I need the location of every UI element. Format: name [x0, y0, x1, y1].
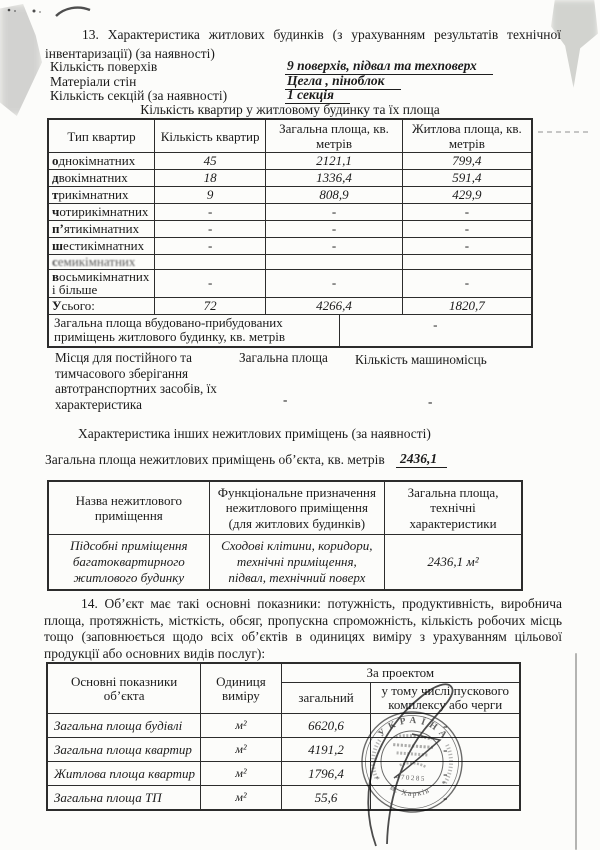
field-sections-label: Кількість секцій (за наявності): [50, 88, 228, 104]
row-label: однокімнатних: [52, 153, 136, 169]
cell-unit: м²: [201, 786, 281, 811]
cell-living: -: [402, 221, 532, 238]
row-label: Усього:: [52, 297, 95, 313]
nonresidential-total-value: 2436,1: [396, 451, 447, 468]
cell-total: 55,6: [281, 786, 371, 811]
cell-count: 45: [154, 153, 265, 170]
parking-spaces-header: Кількість машиномісць: [355, 352, 487, 367]
cell-total: 4266,4: [266, 297, 402, 314]
col-header-total: загальний: [281, 683, 371, 714]
apartments-table-wrap: [47, 118, 533, 348]
nonresidential-heading: Характеристика інших нежитлових приміщень (за наявності): [78, 426, 431, 441]
field-sections-value: 1 секція: [285, 87, 350, 104]
cell-living: 591,4: [402, 170, 532, 187]
table-row: [48, 221, 532, 238]
cell-living: [402, 255, 532, 270]
col-header-living-area: Житлова площа, кв. метрів: [402, 119, 532, 153]
cell-indicator: Загальна площа квартир: [47, 738, 201, 762]
parking-label: Місця для постійного та тимчасового зберігання автотранспортних засобів, їх характеристика: [55, 350, 217, 412]
nonresidential-table-wrap: [47, 480, 523, 591]
col-header-count: Кількість квартир: [154, 119, 265, 153]
col-header-total-area: Загальна площа, кв. метрів: [266, 119, 402, 153]
field-floors-value: 9 поверхів, підвал та техповерх: [285, 58, 493, 75]
col-header-launch-complex: у тому числі пускового комплексу або черги: [371, 683, 520, 714]
table-row: [48, 535, 522, 591]
cell-total: 808,9: [266, 187, 402, 204]
cell-count: -: [154, 238, 265, 255]
cell-total: 1796,4: [281, 762, 371, 786]
table-row: [48, 187, 532, 204]
cell-total: -: [266, 221, 402, 238]
parking-area-header: Загальна площа: [239, 350, 328, 365]
col-header-indicator: Основні показники об’єкта: [47, 663, 201, 714]
cell-launch: -: [371, 738, 520, 762]
cell-launch: -: [371, 714, 520, 738]
section14-paragraph: 14. Об’єкт має такі основні показники: потужність, продуктивність, виробнича площа, протяжність, місткість, обсяг, пропускна спроможність, кількість робочих місць тощо (заповнюється щодо всіх об’єктів в одиницях виміру з урахуванням цільової продукції або основних видів послуг):: [44, 596, 562, 661]
cell-total: 1336,4: [266, 170, 402, 187]
col-header-purpose: Функціональне призначення нежитлового приміщення (для житлових будинків): [209, 481, 384, 535]
table-row: [48, 238, 532, 255]
cell-total: [266, 255, 402, 270]
table-row-total: [48, 297, 532, 314]
cell-total: -: [266, 238, 402, 255]
svg-text:УКРАЇНА: [376, 711, 452, 744]
table-row: [48, 269, 532, 297]
apartments-table-footer: [47, 314, 533, 348]
cell-indicator: Житлова площа квартир: [47, 762, 201, 786]
col-header-type: Тип квартир: [48, 119, 154, 153]
table-row: [48, 153, 532, 170]
row-label: восьмикімнатних і більше: [52, 269, 150, 297]
field-walls-value: Цегла , піноблок: [285, 73, 401, 90]
cell-living: 799,4: [402, 153, 532, 170]
cell-total: 6620,6: [281, 714, 371, 738]
row-label: п’ятикімнатних: [52, 221, 140, 237]
seal-number-text: 470285: [395, 772, 427, 783]
row-label: чотирикімнатних: [52, 204, 149, 220]
cell-living: -: [402, 204, 532, 221]
apartments-table: [47, 118, 533, 315]
seal-city-text: м. Харків: [388, 782, 432, 799]
cell-indicator: Загальна площа ТП: [47, 786, 201, 811]
cell-unit: м²: [201, 714, 281, 738]
cell-count: -: [154, 204, 265, 221]
col-header-name: Назва нежитлового приміщення: [48, 481, 209, 535]
cell-unit: м²: [201, 762, 281, 786]
cell-total: 4191,2: [281, 738, 371, 762]
cell-count: -: [154, 269, 265, 297]
parking-spaces-value: -: [428, 394, 433, 409]
round-seal-stamp: [330, 678, 498, 850]
cell-count: [154, 255, 265, 270]
cell-indicator: Загальна площа будівлі: [47, 714, 201, 738]
nonresidential-total-label: Загальна площа нежитлових приміщень об’єкта, кв. метрів: [45, 452, 385, 467]
table-row-faded: [48, 255, 532, 270]
col-header-area: Загальна площа, технічні характеристики: [385, 481, 522, 535]
field-floors-label: Кількість поверхів: [50, 59, 158, 75]
cell-unit: м²: [201, 738, 281, 762]
cell-total: -: [266, 269, 402, 297]
nonresidential-header-row: [48, 481, 522, 535]
row-label: семикімнатних: [52, 254, 136, 269]
col-header-by-project: За проектом: [281, 663, 520, 683]
cell-count: 72: [154, 297, 265, 314]
cell-living: -: [402, 269, 532, 297]
cell-launch: -: [371, 762, 520, 786]
row-label: шестикімнатних: [52, 238, 145, 254]
cell-living: 429,9: [402, 187, 532, 204]
table-row: [48, 204, 532, 221]
cell-count: 18: [154, 170, 265, 187]
footer-label: Загальна площа вбудовано-прибудованих приміщень житлового будинку, кв. метрів: [49, 315, 340, 346]
cell-name: Підсобні приміщення багатоквартирного житлового будинку: [48, 535, 209, 591]
pen-marks-icon: [4, 3, 96, 21]
seal-text: [371, 711, 455, 801]
seal-country-text: УКРАЇНА: [376, 715, 452, 744]
page-edge-line: [575, 653, 577, 850]
section13-fields: [50, 58, 555, 104]
nonresidential-table: [47, 480, 523, 591]
cell-launch: -: [371, 786, 520, 811]
cell-purpose: Сходові клітини, коридори, технічні приміщення, підвал, технічний поверх: [209, 535, 384, 591]
row-label: двокімнатних: [52, 170, 128, 186]
field-walls-label: Матеріали стін: [50, 73, 137, 89]
cell-total: -: [266, 204, 402, 221]
cell-living: 1820,7: [402, 297, 532, 314]
cell-living: -: [402, 238, 532, 255]
table-row: [48, 170, 532, 187]
scan-dash-artifact: [538, 131, 592, 133]
cell-total: 2121,1: [266, 153, 402, 170]
section13-paragraph: 13. Характеристика житлових будинків (з урахуванням результатів технічної інвентаризації) (за наявності): [45, 27, 561, 61]
col-header-unit: Одиниця виміру: [201, 663, 281, 714]
footer-value: -: [433, 316, 438, 332]
cell-count: 9: [154, 187, 265, 204]
seal-star-left: *: [375, 774, 381, 784]
cell-count: -: [154, 221, 265, 238]
apartments-table-title: Кількість квартир у житловому будинку та їх площа: [140, 102, 440, 117]
seal-star-right: *: [441, 779, 446, 789]
row-label: трикімнатних: [52, 187, 129, 203]
apartments-header-row: [48, 119, 532, 153]
parking-area-value: -: [283, 392, 288, 407]
cell-area: 2436,1 м²: [385, 535, 522, 591]
